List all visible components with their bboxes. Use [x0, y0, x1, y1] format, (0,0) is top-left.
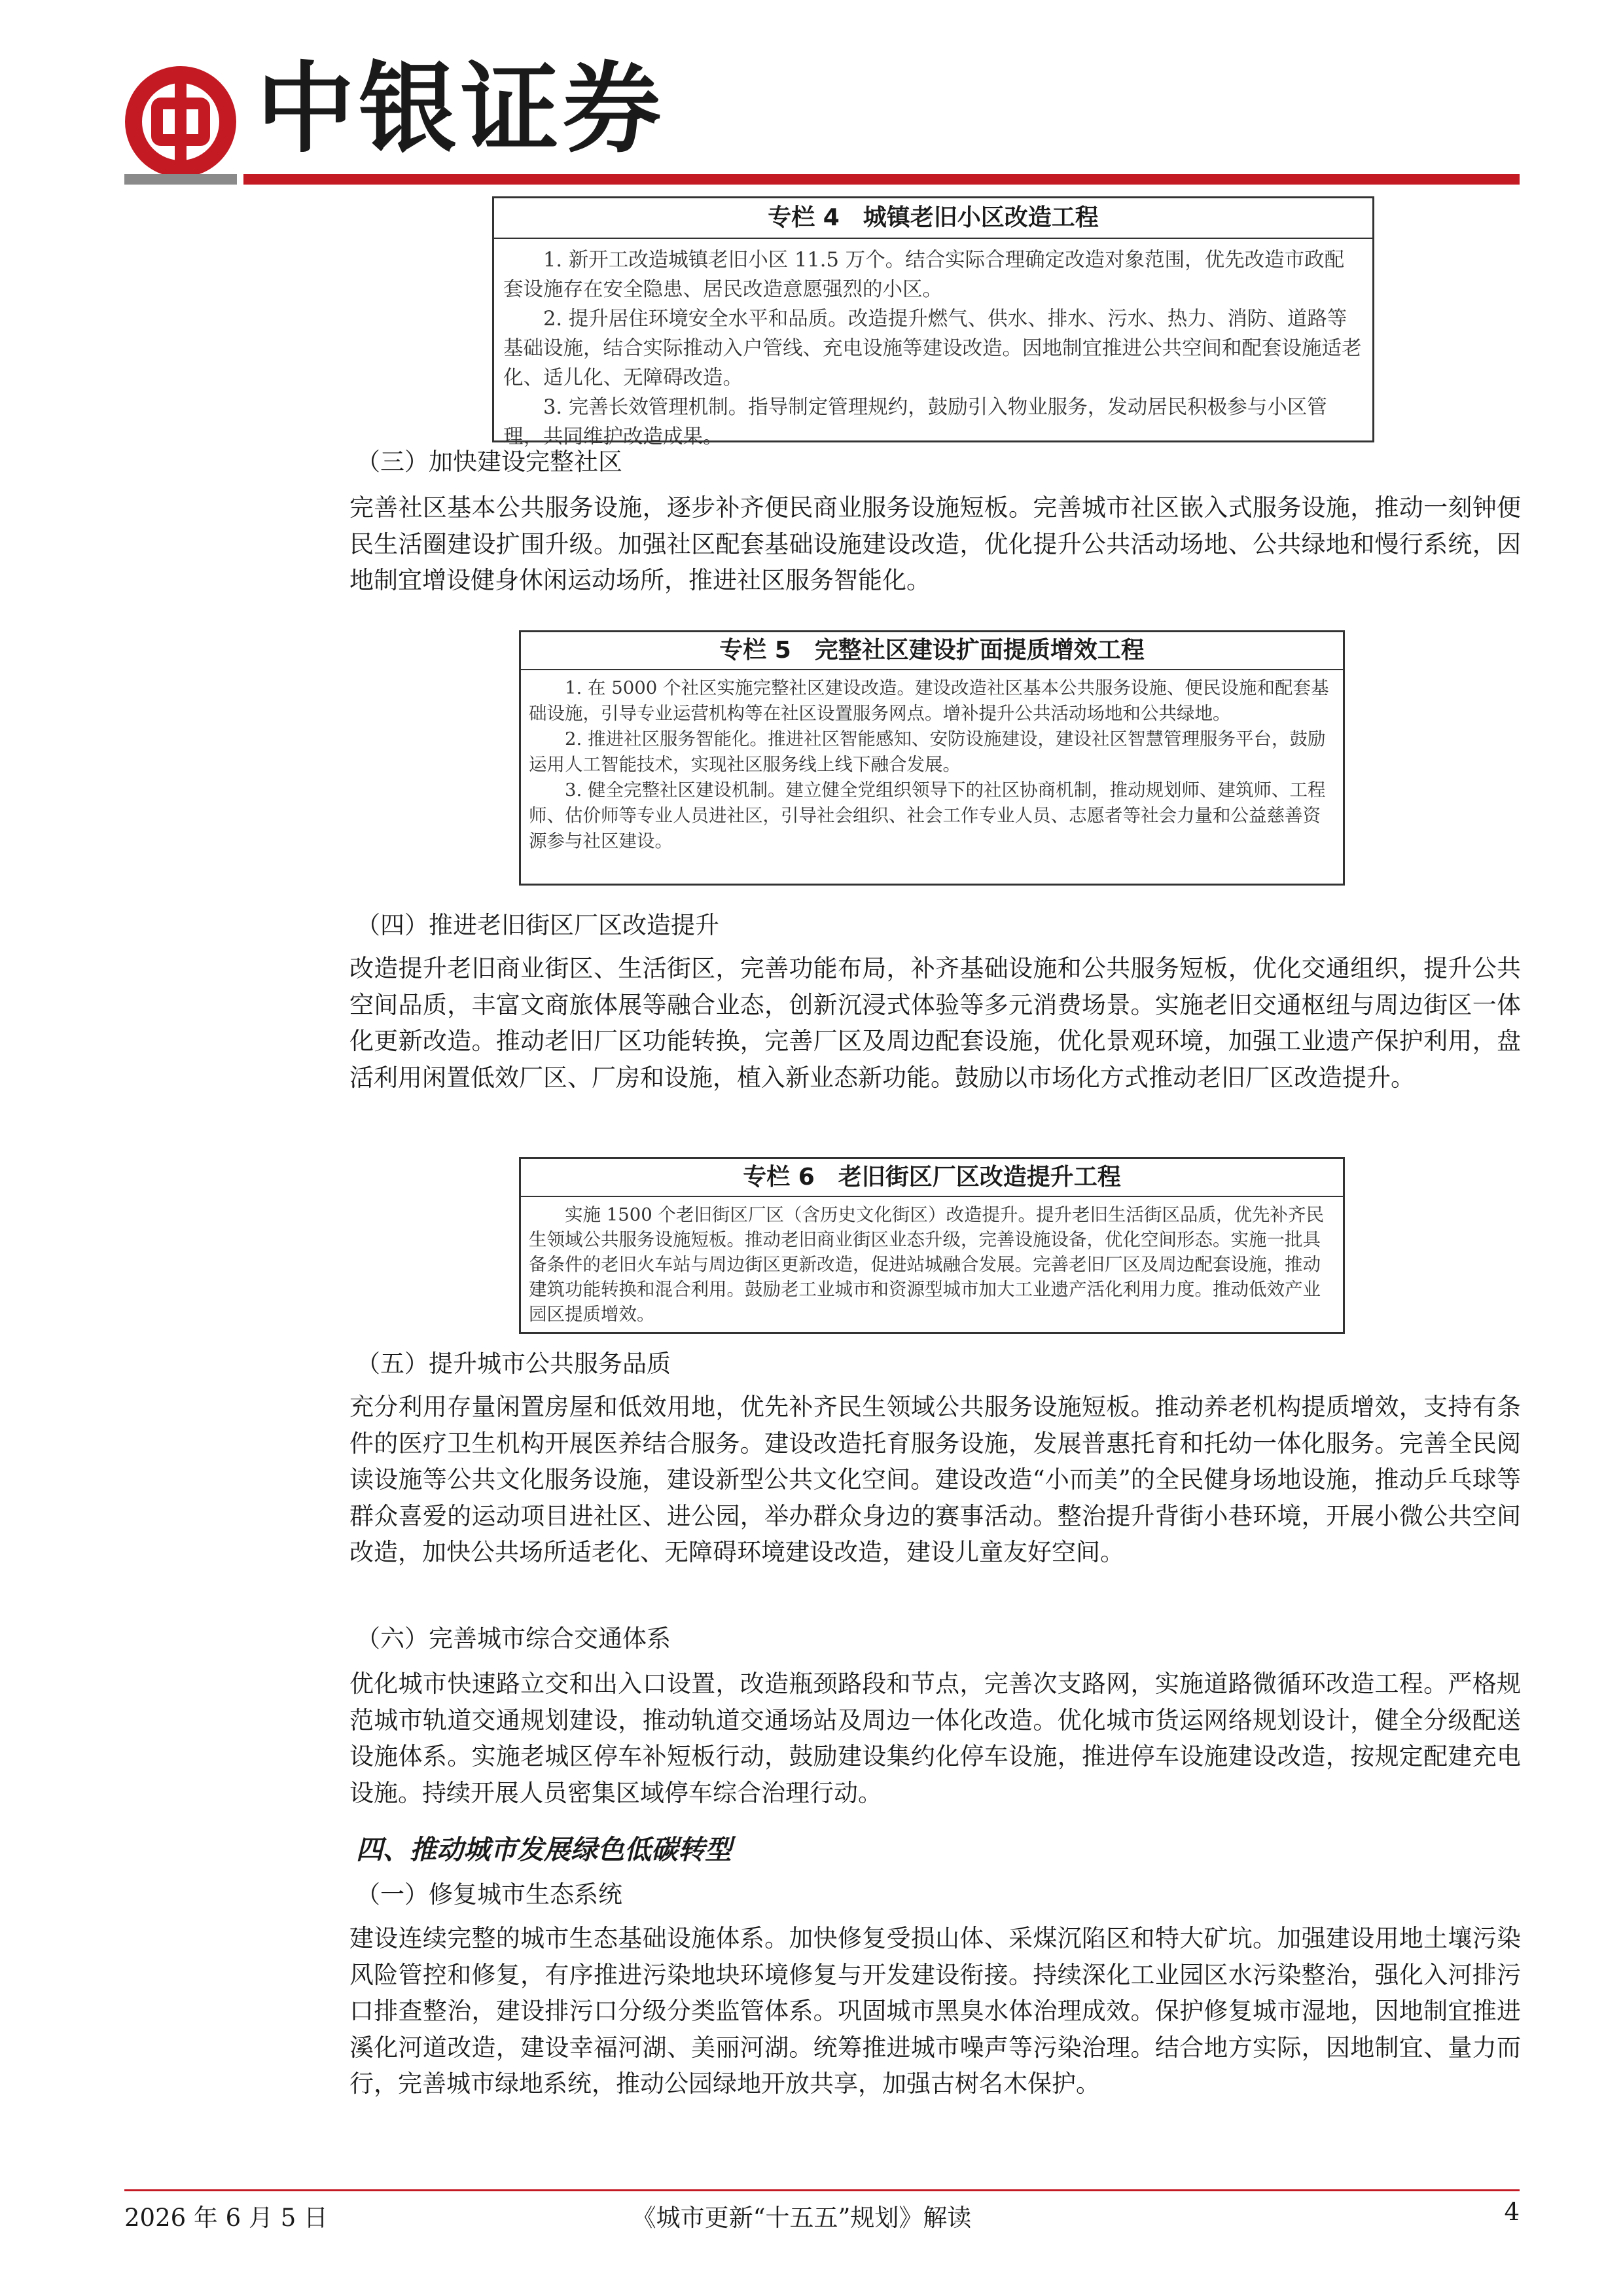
- column-box-6: [519, 1157, 1345, 1334]
- column-box-item: 3. 完善长效管理机制。指导制定管理规约，鼓励引入物业服务，发动居民积极参与小区管理，共同维护改造成果。: [503, 396, 1327, 448]
- part-heading: 四、推动城市发展绿色低碳转型: [356, 1834, 732, 1865]
- header-gray-bar: [124, 174, 237, 185]
- column-box-item: 2. 提升居住环境安全水平和品质。改造提升燃气、供水、排水、污水、热力、消防、道路等基础设施，结合实际推动入户管线、充电设施等建设改造。因地制宜推进公共空间和配套设施适老化、适儿化、无障碍改造。: [503, 308, 1362, 389]
- header-red-bar: [243, 174, 1520, 185]
- column-box-4: [492, 196, 1374, 448]
- section-heading: （四）推进老旧街区厂区改造提升: [356, 911, 719, 939]
- column-box-title: 专栏 5 完整社区建设扩面提质增效工程: [521, 632, 1343, 670]
- body-paragraph: 充分利用存量闲置房屋和低效用地，优先补齐民生领域公共服务设施短板。推动养老机构提质增效，支持有条件的医疗卫生机构开展医养结合服务。建设改造托育服务设施，发展普惠托育和托幼一体化服务。完善全民阅读设施等公共文化服务设施，建设新型公共文化空间。建设改造“小而美”的全民健身场地设施，推动乒乓球等群众喜爱的运动项目进社区、进公园，举办群众身边的赛事活动。整治提升背街小巷环境，开展小微公共空间改造，加快公共场所适老化、无障碍环境建设改造，建设儿童友好空间。: [349, 1393, 1521, 1567]
- brand-name: 中银证券: [257, 52, 666, 166]
- column-box-title: 专栏 6 老旧街区厂区改造提升工程: [521, 1159, 1343, 1197]
- column-box-body: [521, 1202, 1343, 1327]
- page-number: 4: [1504, 2198, 1520, 2226]
- body-paragraph: 建设连续完整的城市生态基础设施体系。加快修复受损山体、采煤沉陷区和特大矿坑。加强建设用地土壤污染风险管控和修复，有序推进污染地块环境修复与开发建设衔接。持续深化工业园区水污染整治，强化入河排污口排查整治，建设排污口分级分类监管体系。巩固城市黑臭水体治理成效。保护修复城市湿地，因地制宜推进溪化河道改造，建设幸福河湖、美丽河湖。统筹推进城市噪声等污染治理。结合地方实际，因地制宜、量力而行，完善城市绿地系统，推动公园绿地开放共享，加强古树名木保护。: [349, 1924, 1521, 2098]
- column-box-item: 1. 在 5000 个社区实施完整社区建设改造。建设改造社区基本公共服务设施、便民设施和配套基础设施，引导专业运营机构等在社区设置服务网点。增补提升公共活动场地和公共绿地。: [529, 677, 1329, 724]
- boc-logo-icon: [124, 65, 237, 178]
- column-box-item: 实施 1500 个老旧街区厂区（含历史文化街区）改造提升。提升老旧生活街区品质，优先补齐民生领域公共服务设施短板。推动老旧商业街区业态升级，完善设施设备，优化空间形态。实施一批具备条件的老旧火车站与周边街区更新改造，促进站城融合发展。完善老旧厂区及周边配套设施，推动建筑功能转换和混合利用。鼓励老工业城市和资源型城市加大工业遗产活化利用力度。推动低效产业园区提质增效。: [529, 1204, 1324, 1325]
- body-paragraph: 优化城市快速路立交和出入口设置，改造瓶颈路段和节点，完善次支路网，实施道路微循环改造工程。严格规范城市轨道交通规划建设，推动轨道交通场站及周边一体化改造。优化城市货运网络规划设计，健全分级配送设施体系。实施老城区停车补短板行动，鼓励建设集约化停车设施，推进停车设施建设改造，按规定配建充电设施。持续开展人员密集区域停车综合治理行动。: [349, 1670, 1521, 1807]
- column-box-item: 1. 新开工改造城镇老旧小区 11.5 万个。结合实际合理确定改造对象范围，优先改造市政配套设施存在安全隐患、居民改造意愿强烈的小区。: [503, 249, 1345, 301]
- column-box-item: 3. 健全完整社区建设机制。建立健全党组织领导下的社区协商机制，推动规划师、建筑师、工程师、估价师等专业人员进社区，引导社会组织、社会工作专业人员、志愿者等社会力量和公益慈善资源参与社区建设。: [529, 780, 1326, 852]
- footer-red-line: [124, 2189, 1520, 2191]
- section-heading: （三）加快建设完整社区: [356, 448, 622, 476]
- column-box-body: [521, 675, 1343, 854]
- section-heading: （一）修复城市生态系统: [356, 1880, 622, 1909]
- column-box-item: 2. 推进社区服务智能化。推进社区智能感知、安防设施建设，建设社区智慧管理服务平台，鼓励运用人工智能技术，实现社区服务线上线下融合发展。: [529, 728, 1326, 775]
- footer-title: 《城市更新“十五五”规划》解读: [632, 2204, 972, 2232]
- body-paragraph: 完善社区基本公共服务设施，逐步补齐便民商业服务设施短板。完善城市社区嵌入式服务设施，推动一刻钟便民生活圈建设扩围升级。加强社区配套基础设施建设改造，优化提升公共活动场地、公共绿地和慢行系统，因地制宜增设健身休闲运动场所，推进社区服务智能化。: [349, 493, 1521, 595]
- section-heading: （五）提升城市公共服务品质: [356, 1350, 671, 1378]
- column-box-body: [494, 245, 1372, 452]
- column-box-title: 专栏 4 城镇老旧小区改造工程: [494, 198, 1372, 239]
- footer-date: 2026 年 6 月 5 日: [124, 2204, 329, 2232]
- column-box-5: [519, 630, 1345, 886]
- section-heading: （六）完善城市综合交通体系: [356, 1624, 671, 1653]
- body-paragraph: 改造提升老旧商业街区、生活街区，完善功能布局，补齐基础设施和公共服务短板，优化交通组织，提升公共空间品质，丰富文商旅体展等融合业态，创新沉浸式体验等多元消费场景。实施老旧交通枢纽与周边街区一体化更新改造。推动老旧厂区功能转换，完善厂区及周边配套设施，优化景观环境，加强工业遗产保护利用，盘活利用闲置低效厂区、厂房和设施，植入新业态新功能。鼓励以市场化方式推动老旧厂区改造提升。: [349, 954, 1521, 1092]
